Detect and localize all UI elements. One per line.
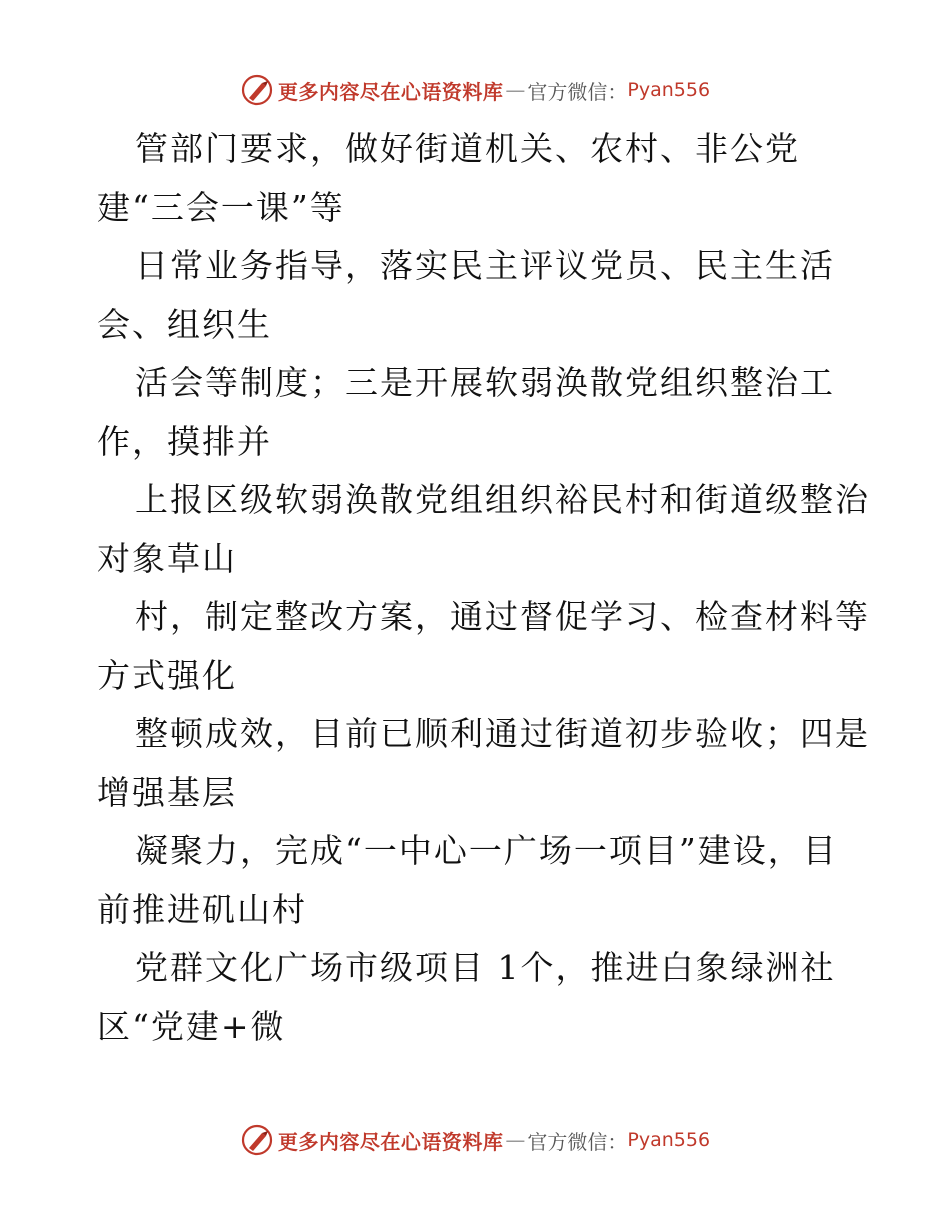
header-banner [0, 70, 950, 110]
footer-wechat-label: 官方微信： [527, 1129, 628, 1154]
text-line: 会、组织生 [97, 304, 272, 344]
header-wechat-label: 官方微信： [527, 79, 628, 104]
header-dash: — [505, 78, 526, 102]
document-body [97, 120, 870, 1056]
pen-logo-icon [240, 73, 274, 107]
footer-wechat-id: Pyan556 [627, 1129, 711, 1151]
text-line: 前推进矶山村 [97, 889, 307, 929]
footer-dash: — [505, 1128, 526, 1152]
footer-brand-text: 更多内容尽在心语资料库 [277, 1129, 504, 1154]
header-wechat-id: Pyan556 [627, 79, 711, 101]
text-line: 党群文化广场市级项目 1个，推进白象绿洲社 [135, 948, 836, 987]
text-line: 日常业务指导，落实民主评议党员、民主生活 [135, 246, 835, 285]
footer-banner [0, 1120, 950, 1160]
text-line: 村，制定整改方案，通过督促学习、检查材料等 [135, 597, 870, 636]
text-line: 增强基层 [97, 772, 237, 812]
text-line: 活会等制度；三是开展软弱涣散党组织整治工 [135, 363, 835, 402]
text-line: 整顿成效，目前已顺利通过街道初步验收；四是 [135, 714, 870, 753]
pen-logo-icon [240, 1123, 274, 1157]
text-line: 区“党建+微 [97, 1006, 286, 1046]
text-line: 凝聚力，完成“一中心一广场一项目”建设，目 [135, 831, 838, 870]
text-line: 上报区级软弱涣散党组组织裕民村和街道级整治 [135, 480, 870, 519]
text-line: 方式强化 [97, 655, 237, 695]
header-brand-text: 更多内容尽在心语资料库 [277, 79, 504, 104]
text-line: 管部门要求，做好街道机关、农村、非公党 [135, 129, 800, 168]
text-line: 对象草山 [97, 538, 237, 578]
text-line: 作，摸排并 [97, 421, 272, 461]
text-line: 建“三会一课”等 [97, 187, 345, 227]
